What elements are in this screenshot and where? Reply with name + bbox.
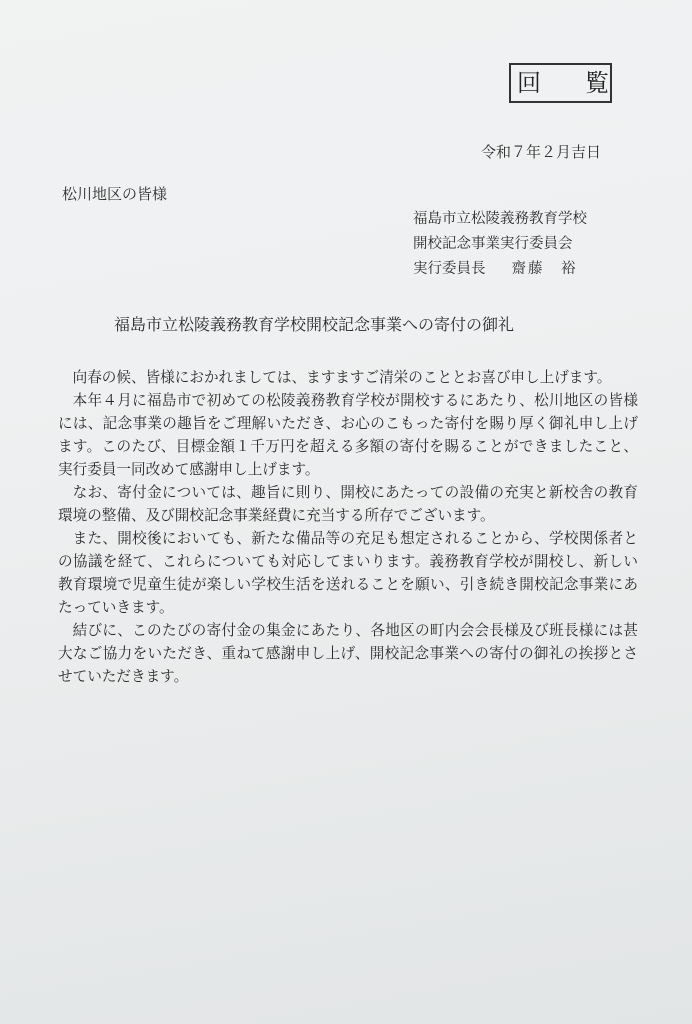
letter-body [58,366,638,688]
sender-name: 齋藤 裕 [511,261,578,277]
sender-committee: 開校記念事業実行委員会 [413,236,573,252]
addressee: 松川地区の皆様 [62,185,168,203]
sender-block [413,207,587,282]
body-paragraph: なお、寄付金については、趣旨に則り、開校にあたっての設備の充実と新校舎の教育環境の整備、及び開校記念事業経費に充当する所存でございます。 [58,484,638,524]
body-paragraph: また、開校後においても、新たな備品等の充足も想定されることから、学校関係者との協議を経て、これらについても対応してまいります。義務教育学校が開校し、新しい教育環境で児童生徒が楽しい学校生活を送れることを願い、引き続き開校記念事業にあたっていきます。 [58,530,638,616]
sender-school: 福島市立松陵義務教育学校 [413,211,587,227]
body-paragraph: 結びに、このたびの寄付金の集金にあたり、各地区の町内会会長様及び班長様には甚大なご協力をいただき、重ねて感謝申し上げ、開校記念事業への寄付の御礼の挨拶とさせていただきます。 [58,622,638,685]
sender-signatory [413,257,587,282]
circulation-stamp: 回 覧 [509,63,612,103]
body-paragraph: 向春の候、皆様におかれましては、ますますご清栄のこととお喜び申し上げます。 [72,369,612,386]
body-paragraph: 本年４月に福島市で初めての松陵義務教育学校が開校するにあたり、松川地区の皆様には、記念事業の趣旨をご理解いただき、お心のこもった寄付を賜り厚く御礼申し上げます。このたび、目標金額１千万円を超える多額の寄付を賜ることができましたこと、実行委員一同改めて感謝申し上げます。 [58,392,638,478]
sender-role: 実行委員長 [413,261,486,277]
letter-date: 令和７年２月吉日 [481,143,602,161]
letter-title: 福島市立松陵義務教育学校開校記念事業への寄付の御礼 [114,315,515,334]
